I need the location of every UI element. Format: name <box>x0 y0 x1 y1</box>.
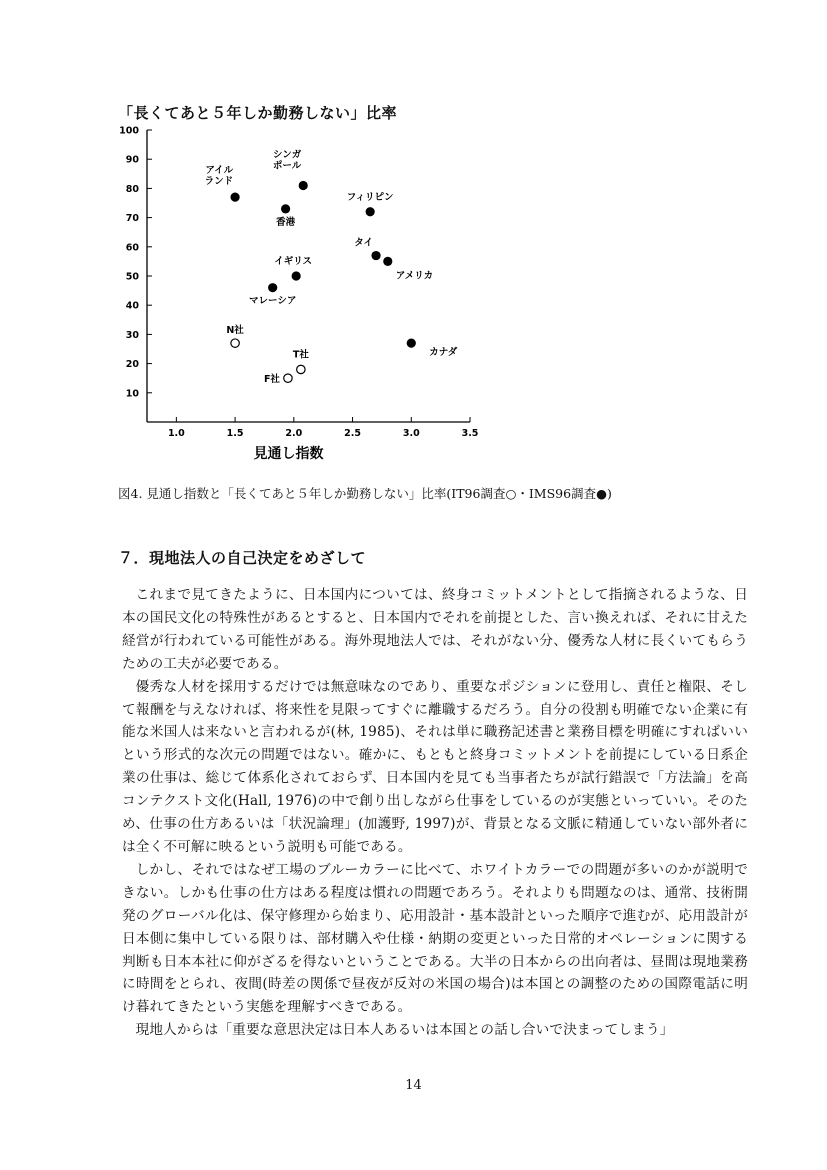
x-tick-label: 3.5 <box>461 428 479 439</box>
data-point-label <box>274 256 312 267</box>
data-point-filled <box>407 339 416 348</box>
data-point-open <box>284 374 292 382</box>
y-tick-label: 70 <box>125 213 139 225</box>
data-point-filled <box>281 204 290 213</box>
y-tick-label: 80 <box>125 183 139 195</box>
y-tick-label: 50 <box>125 271 139 283</box>
data-point-label-line: N社 <box>226 325 244 337</box>
data-point-label <box>249 296 296 307</box>
page-number: 14 <box>405 1078 422 1093</box>
paragraph: これまで見てきたように、日本国内については、終身コミットメントとして指摘されるような、日本の国民文化の特殊性があるとすると、日本国内でそれを前提とした、言い換えれば、それに甘えた経営が行われている可能性がある。海外現地法人では、それがない分、優秀な人材に長くいてもらうための工夫が必要である。 <box>122 587 748 672</box>
y-tick-label: 20 <box>125 359 139 371</box>
data-point-open <box>231 339 239 347</box>
data-point-label <box>276 216 296 228</box>
y-tick-label: 100 <box>119 125 139 137</box>
data-point-label <box>273 149 302 171</box>
data-point-label <box>429 346 458 358</box>
section-heading: ７．現地法人の自己決定をめざして <box>118 549 367 567</box>
paragraph: 優秀な人材を採用するだけでは無意味なのであり、重要なポジションに登用し、責任と権限、そして報酬を与えなければ、将来性を見限ってすぐに離職するだろう。自分の役割も明確でない企業に有能な米国人は来ないと言われるが(林, 1985)、それは単に職務記述書と業務目標を明確にすればいいという形式的な次元の問題ではない。確かに、もともと終身コミットメントを前提にしている日系企業の仕事は、総じて体系化されておらず、日本国内を見ても当事者たちが試行錯誤で「方法論」を高コンテクスト文化(Hall, 1976)の中で創り出しながら仕事をしているのが実態といっていい。そのため、仕事の仕方あるいは「状況論理」(加護野, 1997)が、背景となる文脈に精通していない部外者には全く不可解に映るという説明も可能である。 <box>122 678 748 855</box>
x-tick-label: 2.0 <box>285 428 303 439</box>
data-point-label-line: フィリピン <box>346 191 394 203</box>
data-point-label-line: アイル <box>205 165 234 177</box>
chart-title: 「長くてあと５年しか勤務しない」比率 <box>118 104 398 122</box>
data-point-label <box>226 324 244 336</box>
data-point-filled <box>230 193 239 202</box>
data-point-label-line: アメリカ <box>395 270 434 282</box>
body-text <box>122 584 748 1042</box>
data-point-filled <box>366 207 375 216</box>
data-point-label-line: F社 <box>263 374 280 386</box>
data-point-label <box>293 348 309 360</box>
data-point-filled <box>292 271 301 280</box>
data-point-filled <box>383 257 392 266</box>
data-point-label <box>205 165 234 187</box>
data-point-label-line: マレーシア <box>249 295 297 307</box>
x-tick-label: 1.0 <box>167 428 185 439</box>
y-tick-label: 10 <box>125 388 139 400</box>
x-axis-label: 見通し指数 <box>253 446 324 462</box>
data-point-label-line: T社 <box>292 349 309 361</box>
data-point-filled <box>371 251 380 260</box>
y-tick-label: 60 <box>125 242 139 254</box>
x-tick-label: 3.0 <box>402 428 420 439</box>
y-tick-label: 90 <box>125 154 139 166</box>
data-point-label <box>396 270 433 281</box>
data-point-filled <box>268 283 277 292</box>
data-point-label <box>264 373 280 385</box>
data-point-filled <box>299 181 308 190</box>
y-tick-label: 30 <box>125 329 139 341</box>
data-point-open <box>297 365 305 373</box>
figure-caption: 図4. 見通し指数と「長くてあと５年しか勤務しない」比率(IT96調査○・IMS96調査●) <box>118 486 612 501</box>
data-point-label-line: イギリス <box>274 256 313 267</box>
x-tick-label: 2.5 <box>344 428 361 439</box>
paragraph: 現地人からは「重要な意思決定は日本人あるいは本国との話し合いで決まってしまう」 <box>135 1022 674 1039</box>
paragraph: しかし、それではなぜ工場のブルーカラーに比べて、ホワイトカラーでの問題が多いのかが説明できない。しかも仕事の仕方はある程度は慣れの問題であろう。それよりも問題なのは、通常、技術開発のグローバル化は、保守修理から始まり、応用設計・基本設計といった順序で進むが、応用設計が日本側に集中している限りは、部材購入や仕様・納期の変更といった日常的オペレーションに関する判断も日本本社に仰がざるを得ないということである。大半の日本からの出向者は、昼間は現地業務に時間をとられ、夜間(時差の関係で昼夜が反対の米国の場合)は本国との調整のための国際電話に明け暮れてきたという実態を理解すべきである。 <box>122 861 748 1016</box>
data-point-label-line: シンガ <box>272 149 302 161</box>
data-point-label <box>347 192 394 203</box>
data-point-label-line: ランド <box>204 176 234 188</box>
data-point-label-line: タイ <box>354 237 374 249</box>
x-tick-label: 1.5 <box>226 428 244 439</box>
data-point-label-line: カナダ <box>429 347 458 359</box>
data-point-label-line: 香港 <box>276 216 296 228</box>
scatter-chart <box>110 100 490 470</box>
y-tick-label: 40 <box>125 300 139 312</box>
data-point-label-line: ポール <box>272 160 302 172</box>
data-point-label <box>354 238 373 249</box>
